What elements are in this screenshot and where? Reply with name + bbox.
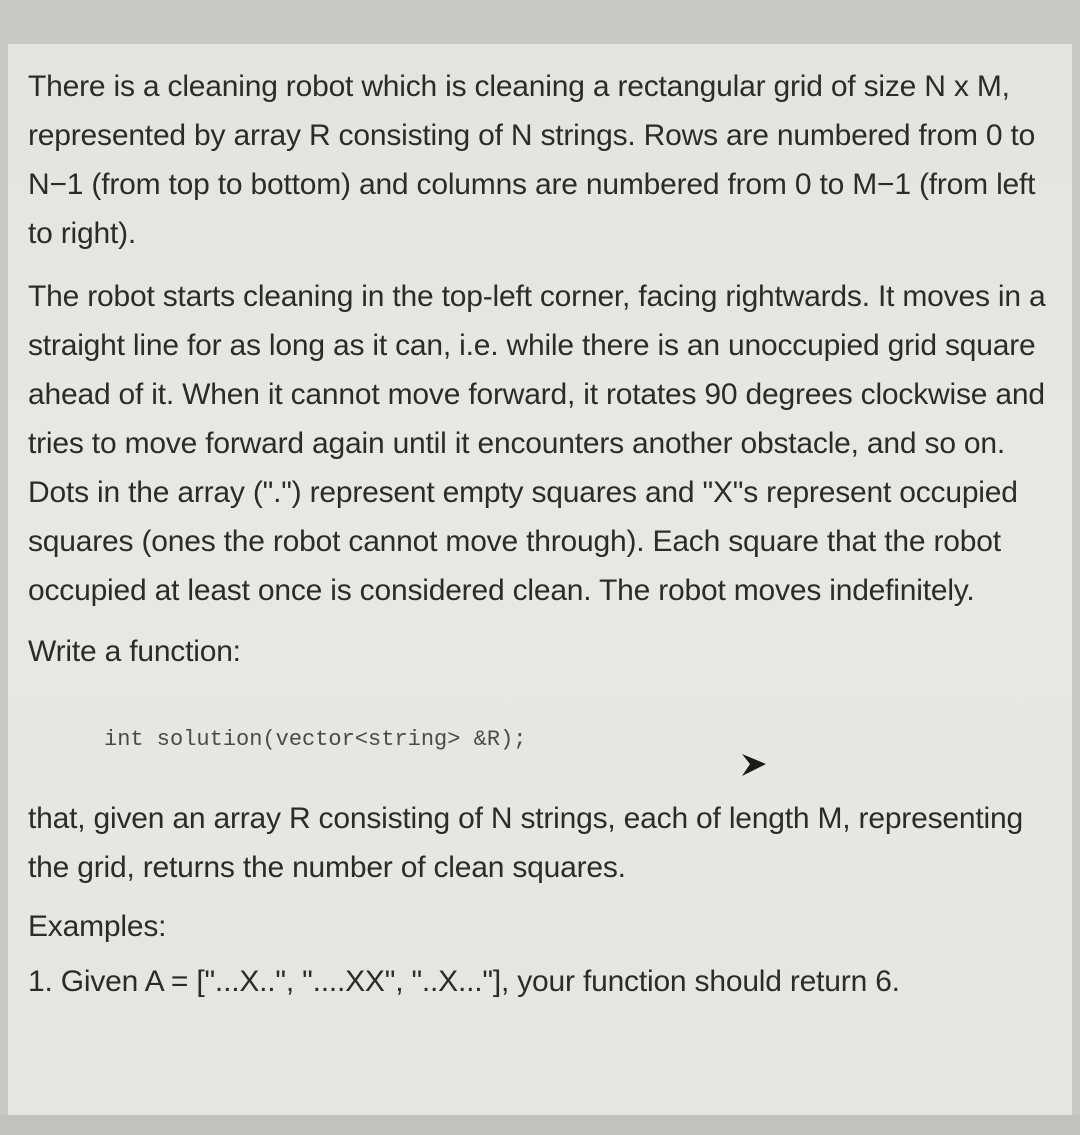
- screen-bottom-edge: [0, 1115, 1080, 1135]
- example-item: 1. Given A = ["...X..", "....XX", "..X..."], your function should return 6.: [28, 965, 900, 998]
- function-signature-code: int solution(vector<string> &R);: [104, 727, 527, 752]
- examples-heading: Examples:: [28, 910, 167, 943]
- problem-paragraph-grid: There is a cleaning robot which is cleaning a rectangular grid of size N x M, represented by array R consisting of N strings. Rows are numbered from 0 to N−1 (from top to bottom) and columns are numbered from 0 to M−1 (from left to right).: [28, 70, 1036, 250]
- problem-paragraph-robot-movement: The robot starts cleaning in the top-left corner, facing rightwards. It moves in a straight line for as long as it can, i.e. while there is an unoccupied grid square ahead of it. When it cannot move forward, it rotates 90 degrees clockwise and tries to move forward again until it encounters another obstacle, and so on. Dots in the array (".") represent empty squares and "X"s represent occupied squares (ones the robot cannot move through). Each square that the robot occupied at least once is considered clean. The robot moves indefinitely.: [28, 280, 1046, 607]
- mouse-pointer-icon: [740, 750, 768, 780]
- problem-paragraph-return: that, given an array R consisting of N strings, each of length M, representing the grid, returns the number of clean squares.: [28, 802, 1023, 884]
- write-function-prompt: Write a function:: [28, 635, 241, 668]
- problem-statement-panel: [8, 44, 1072, 1116]
